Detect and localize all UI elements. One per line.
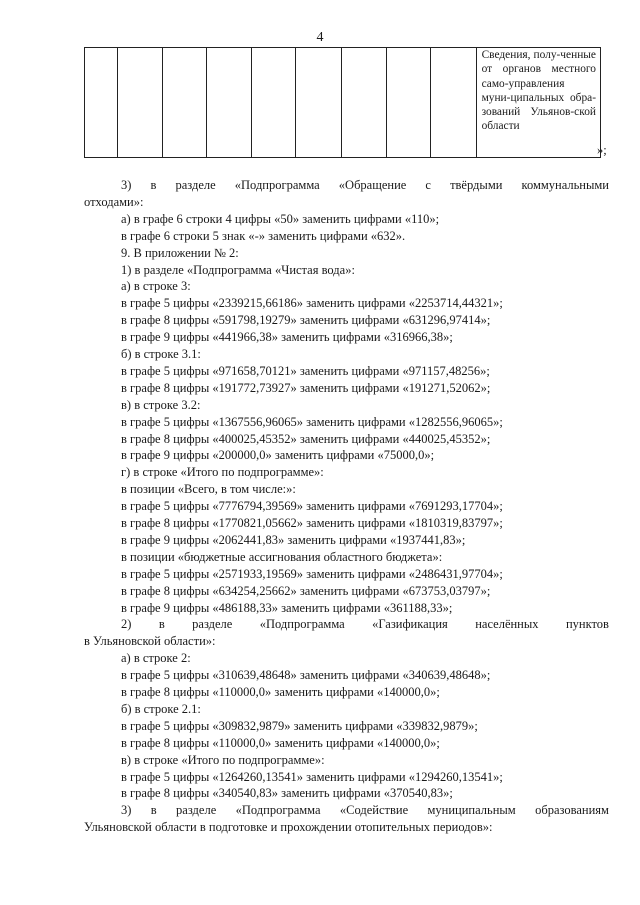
paragraph-line: отходами»:	[84, 194, 144, 209]
paragraph-line: в графе 5 цифры «1367556,96065» заменить цифрами «1282556,96065»;	[121, 414, 503, 429]
word: «Подпрограмма	[259, 617, 345, 632]
paragraph-line: в Ульяновской области»:	[84, 634, 216, 649]
table-cell	[341, 48, 386, 158]
table-closing-quote: »;	[597, 143, 607, 157]
word: 3)	[121, 803, 132, 818]
word: «Подпрограмма	[234, 178, 320, 192]
paragraph-line: в графе 5 цифры «7776794,39569» заменить цифрами «7691293,17704»;	[121, 499, 503, 514]
table-cell	[296, 48, 341, 158]
table-cell	[387, 48, 431, 158]
paragraph-line: в позиции «Всего, в том числе:»:	[121, 482, 296, 497]
paragraph-line: в графе 5 цифры «309832,9879» заменить цифрами «339832,9879»;	[121, 718, 478, 733]
word: 2)	[121, 617, 132, 632]
paragraph-line: в позиции «бюджетные ассигнования областного бюджета»:	[121, 549, 443, 564]
paragraph-line: в графе 9 цифры «200000,0» заменить цифрами «75000,0»;	[121, 448, 435, 463]
word: коммунальными	[521, 178, 609, 192]
word: разделе	[175, 178, 216, 192]
paragraph-line: в графе 9 цифры «2062441,83» заменить цифрами «1937441,83»;	[121, 532, 466, 547]
paragraph-line: в графе 9 цифры «486188,33» заменить цифрами «361188,33»;	[121, 600, 453, 615]
table-cell	[431, 48, 476, 158]
paragraph-line: в графе 5 цифры «971658,70121» заменить цифрами «971157,48256»;	[121, 363, 490, 378]
paragraph-line: в графе 8 цифры «191772,73927» заменить цифрами «191271,52062»;	[121, 380, 491, 395]
paragraph-line: в графе 9 цифры «441966,38» заменить цифрами «316966,38»;	[121, 330, 453, 345]
paragraph-line: в графе 6 строки 5 знак «-» заменить цифрами «632».	[121, 228, 406, 243]
paragraph-line	[121, 177, 609, 194]
paragraph-line: в графе 5 цифры «2339215,66186» заменить цифрами «2253714,44321»;	[121, 296, 503, 311]
paragraph-line: Ульяновской области в подготовке и прохождении отопительных периодов»:	[84, 820, 493, 835]
table-cell	[117, 48, 162, 158]
paragraph-line: в графе 8 цифры «110000,0» заменить цифрами «140000,0»;	[121, 685, 440, 699]
paragraph-line: в) в строке «Итого по подпрограмме»:	[121, 752, 325, 767]
table-note-text: Сведения, полу-ченные от органов местного само-управления муни-ципальных обра-зований Ульянов-ской области	[481, 49, 596, 133]
table-note-cell	[476, 48, 600, 158]
word: разделе	[192, 617, 233, 632]
word: в	[150, 803, 157, 818]
paragraph-line: в графе 5 цифры «310639,48648» заменить цифрами «340639,48648»;	[121, 668, 491, 683]
paragraph-line: в графе 8 цифры «110000,0» заменить цифрами «140000,0»;	[121, 735, 440, 750]
paragraph-line: в графе 8 цифры «1770821,05662» заменить цифрами «1810319,83797»;	[121, 516, 503, 530]
word: муниципальным	[427, 803, 516, 818]
page-number: 4	[316, 30, 324, 45]
word: населённых	[475, 617, 539, 632]
word: образованиям	[535, 803, 609, 818]
paragraph-line: 9. В приложении № 2:	[121, 245, 239, 260]
word: в	[150, 178, 157, 192]
table-cell	[162, 48, 206, 158]
paragraph-line: в графе 8 цифры «634254,25662» заменить цифрами «673753,03797»;	[121, 583, 491, 598]
word: «Подпрограмма	[235, 803, 321, 818]
paragraph-line: б) в строке 2.1:	[121, 701, 201, 716]
word: с	[425, 178, 431, 192]
word: «Газификация	[372, 617, 448, 632]
paragraph-line: б) в строке 3.1:	[121, 347, 201, 361]
paragraph-line: в) в строке 3.2:	[121, 397, 201, 412]
word: в	[158, 617, 165, 632]
word: 3)	[121, 178, 132, 192]
word: «Содействие	[339, 803, 409, 818]
table-cell	[85, 48, 118, 158]
paragraph-line: в графе 8 цифры «400025,45352» заменить цифрами «440025,45352»;	[121, 431, 491, 446]
paragraph-line: г) в строке «Итого по подпрограмме»:	[121, 465, 324, 480]
table-cell	[252, 48, 296, 158]
paragraph-line: а) в строке 2:	[121, 651, 191, 666]
paragraph-line	[121, 802, 609, 819]
paragraph-line: в графе 8 цифры «591798,19279» заменить цифрами «631296,97414»;	[121, 313, 491, 328]
word: разделе	[176, 803, 217, 818]
word: «Обращение	[338, 178, 407, 192]
paragraph-line: а) в строке 3:	[121, 279, 191, 294]
paragraph-line: а) в графе 6 строки 4 цифры «50» заменить цифрами «110»;	[121, 211, 440, 226]
paragraph-line: в графе 5 цифры «2571933,19569» заменить цифрами «2486431,97704»;	[121, 566, 503, 581]
paragraph-line	[121, 616, 609, 633]
paragraph-line: в графе 5 цифры «1264260,13541» заменить цифрами «1294260,13541»;	[121, 769, 503, 784]
word: твёрдыми	[450, 178, 503, 192]
word: пунктов	[565, 617, 609, 632]
table-fragment	[84, 47, 601, 158]
table-cell	[207, 48, 252, 158]
paragraph-line: в графе 8 цифры «340540,83» заменить цифрами «370540,83»;	[121, 786, 453, 801]
paragraph-line: 1) в разделе «Подпрограмма «Чистая вода»:	[121, 262, 355, 277]
